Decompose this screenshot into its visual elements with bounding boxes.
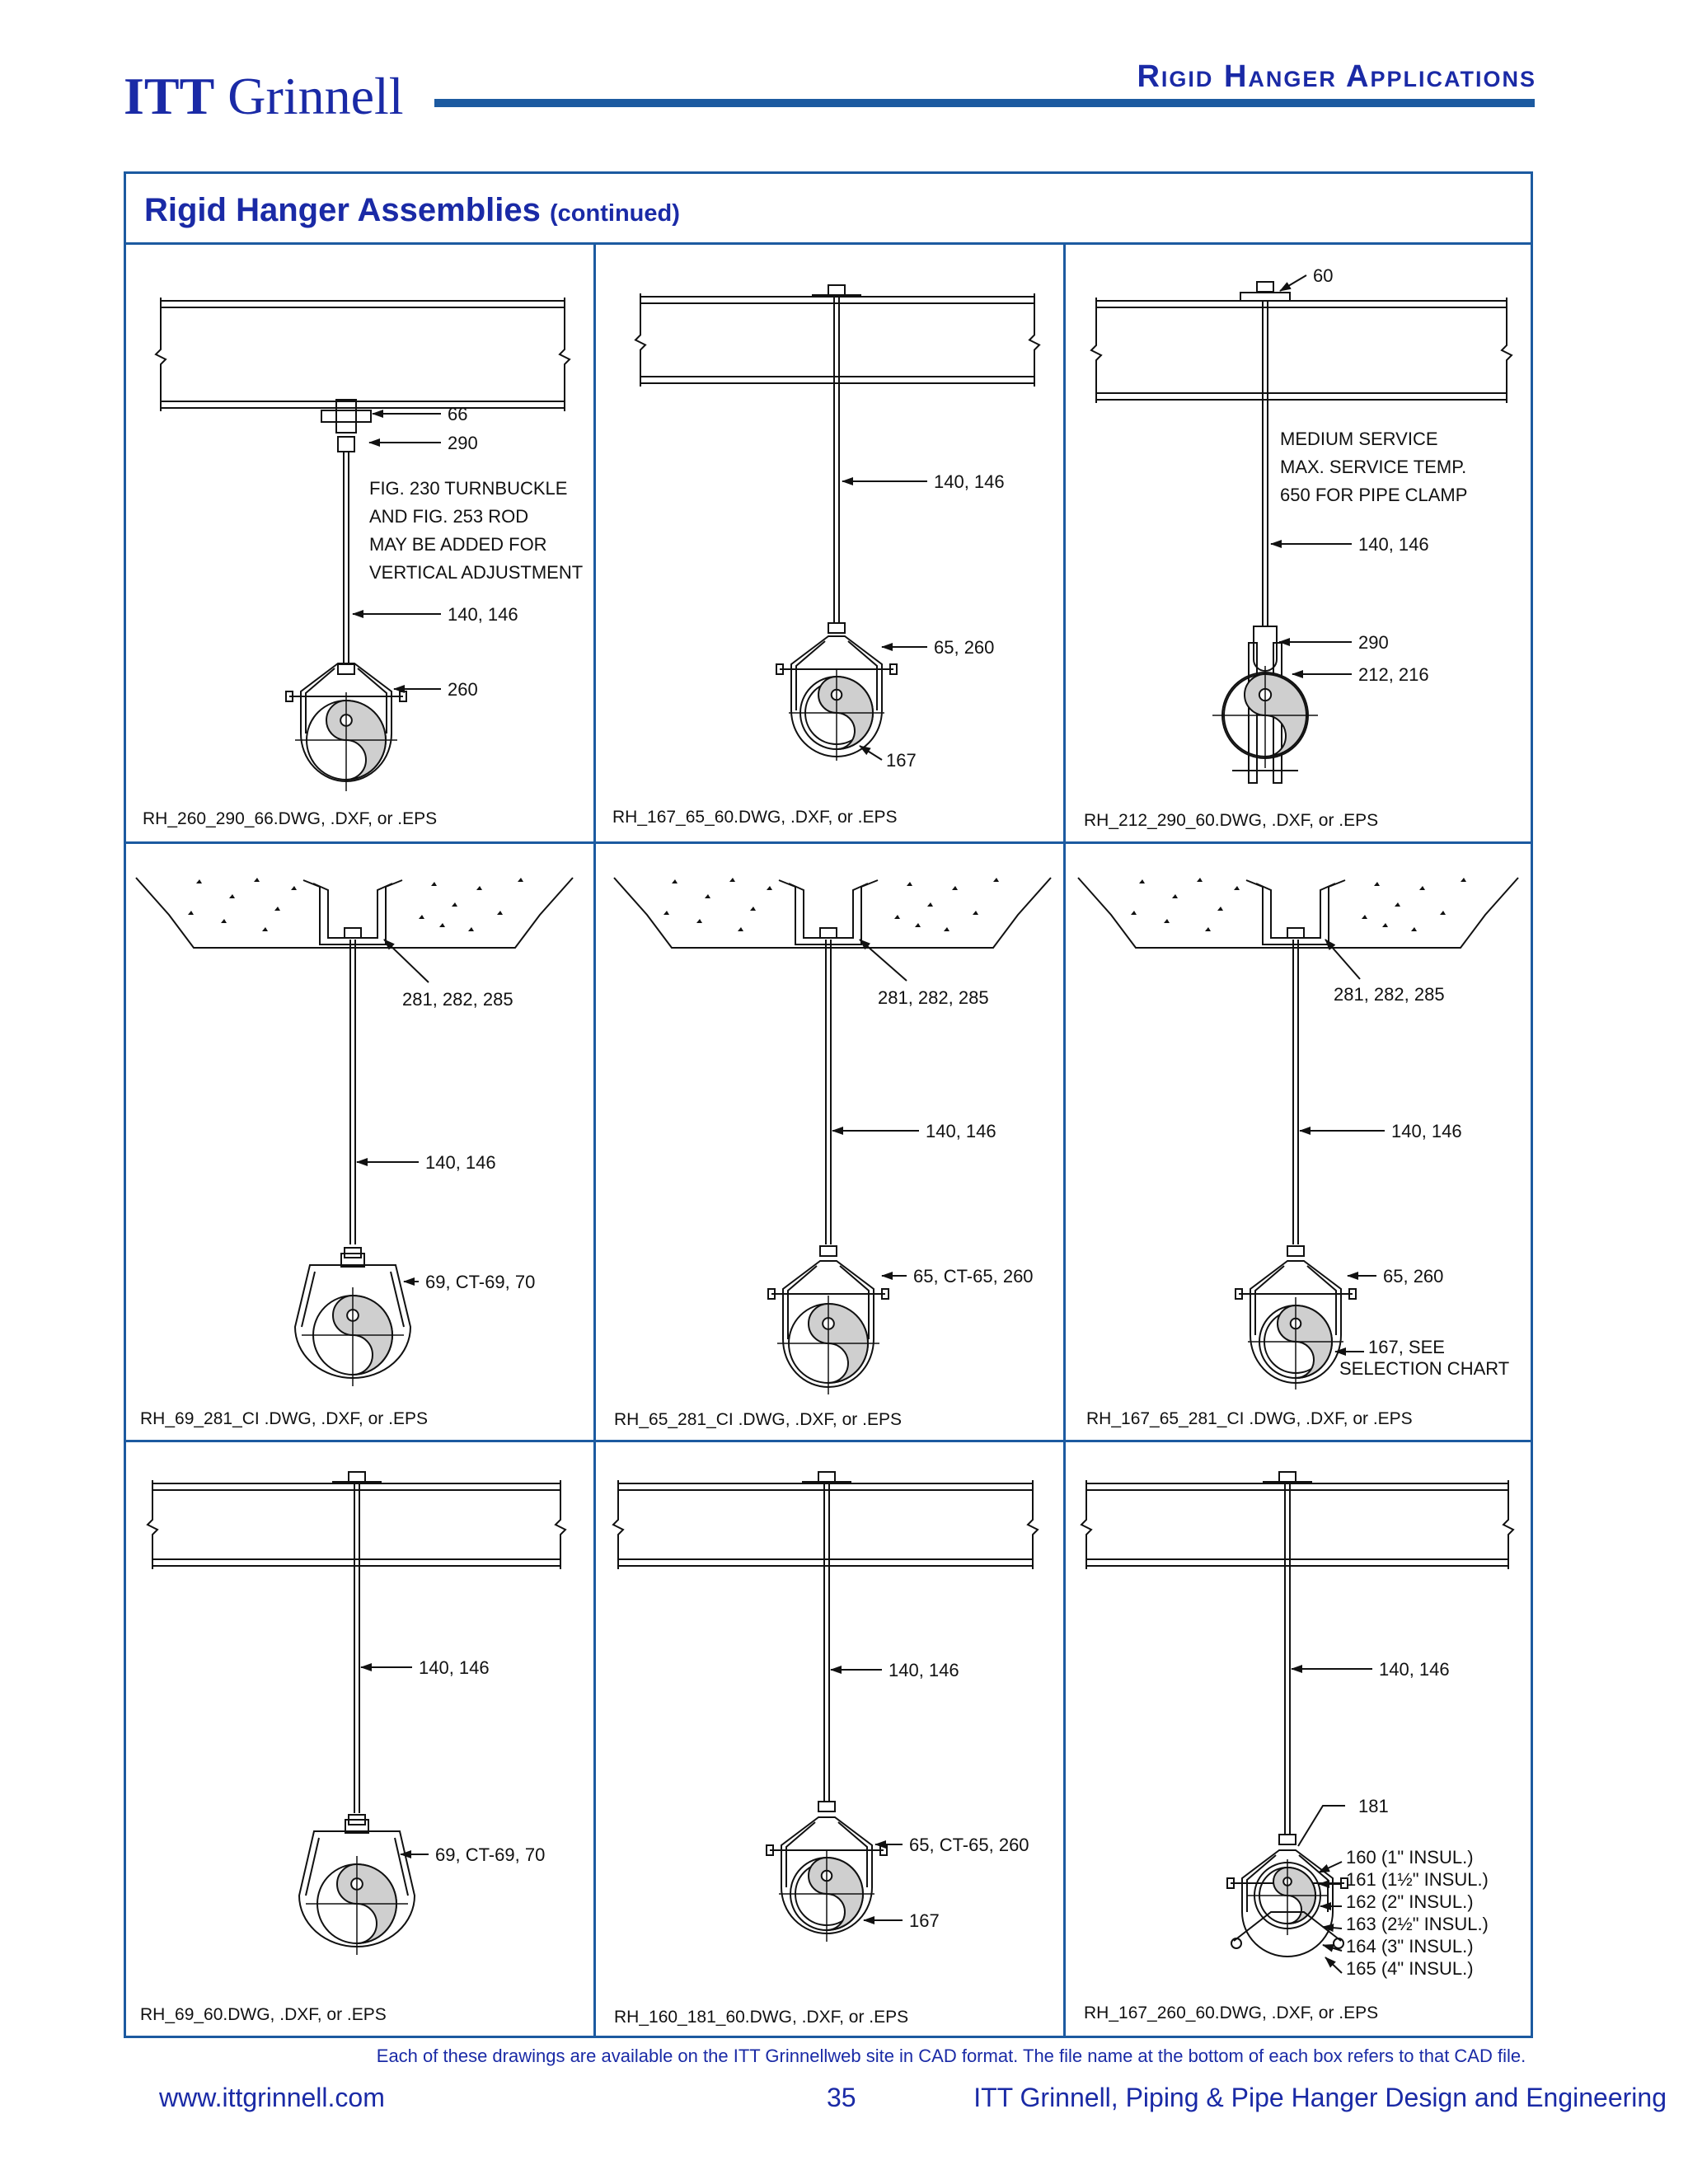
i-beam <box>156 298 570 411</box>
pipe-section <box>306 1856 408 1955</box>
hanger-rod <box>354 1482 359 1813</box>
callout-label: 65, CT-65, 260 <box>913 1266 1034 1286</box>
pipe-section <box>789 668 884 761</box>
beam-clamp-jaw <box>336 400 356 433</box>
pipe-section <box>302 1287 404 1386</box>
leader-line <box>1298 1806 1345 1846</box>
section-title: Rigid Hanger Applications <box>1137 59 1536 94</box>
i-beam <box>1091 298 1512 403</box>
welded-beam-attachment <box>1240 293 1290 301</box>
callout-label: 69, CT-69, 70 <box>425 1272 536 1292</box>
leader-arrow <box>1325 940 1360 979</box>
hex-nut <box>820 1246 837 1256</box>
cad-file-name: RH_167_260_60.DWG, .DXF, or .EPS <box>1084 2004 1379 2022</box>
callout-label: MEDIUM SERVICE <box>1280 429 1438 449</box>
i-beam <box>1081 1480 1513 1569</box>
callout-label: 167, SEE <box>1368 1337 1445 1357</box>
panel-4 <box>136 878 573 1428</box>
callout-label: 162 (2" INSUL.) <box>1346 1891 1474 1912</box>
hex-nut <box>1287 1246 1304 1256</box>
leader-arrow <box>1325 1957 1342 1973</box>
callout-label: 290 <box>448 433 478 453</box>
callout-label: AND FIG. 253 ROD <box>369 506 529 527</box>
hex-nut <box>1279 1835 1296 1844</box>
leader-arrow <box>860 746 882 760</box>
panel-6 <box>1078 878 1518 1428</box>
hanger-rod <box>826 940 831 1244</box>
callout-label: VERTICAL ADJUSTMENT <box>369 562 584 583</box>
hex-nut <box>1257 282 1273 292</box>
callout-label: 290 <box>1358 632 1389 653</box>
callout-label: 281, 282, 285 <box>878 987 989 1008</box>
hanger-rod <box>344 452 349 663</box>
hanger-rod <box>834 295 839 622</box>
cad-file-name: RH_167_65_60.DWG, .DXF, or .EPS <box>612 808 898 827</box>
callout-label: 65, 260 <box>934 637 995 658</box>
footer-url[interactable]: www.ittgrinnell.com <box>159 2083 385 2112</box>
callout-label: 167 <box>909 1910 940 1931</box>
box-title-suffix: (continued) <box>550 200 680 227</box>
cad-file-name: RH_167_65_281_CI .DWG, .DXF, or .EPS <box>1086 1409 1413 1428</box>
callout-label: 140, 146 <box>419 1657 490 1678</box>
callout-label: 167 <box>886 750 917 771</box>
panel-9 <box>1081 1472 1513 2022</box>
hex-nut <box>338 664 354 674</box>
hex-nut <box>820 928 837 938</box>
hex-nut <box>345 928 361 938</box>
i-beam <box>148 1480 565 1569</box>
callout-label: 140, 146 <box>448 604 518 625</box>
pipe-section <box>777 1296 879 1394</box>
callout-label: 281, 282, 285 <box>402 989 513 1010</box>
footer-title: ITT Grinnell, Piping & Pipe Hanger Design and Engineering <box>973 2083 1667 2112</box>
callout-label: FIG. 230 TURNBUCKLE <box>369 478 568 499</box>
callout-label: 181 <box>1358 1796 1389 1816</box>
callout-label: 140, 146 <box>1358 534 1429 555</box>
callout-label: 140, 146 <box>934 471 1005 492</box>
brand-itt: ITT <box>124 67 215 125</box>
pipe-section <box>295 692 397 791</box>
callout-label: SELECTION CHART <box>1339 1358 1510 1379</box>
pipe-section <box>1248 1297 1343 1390</box>
callout-label: 281, 282, 285 <box>1334 984 1445 1005</box>
pipe-section <box>1248 1859 1327 1935</box>
hex-nut <box>828 285 845 295</box>
callout-label: 60 <box>1313 265 1334 286</box>
page-number: 35 <box>827 2083 856 2112</box>
callout-label: 69, CT-69, 70 <box>435 1844 546 1865</box>
brand-grinnell: Grinnell <box>227 67 404 125</box>
panel-2 <box>612 285 1039 827</box>
callout-label: 65, CT-65, 260 <box>909 1835 1029 1855</box>
callout-label: 650 FOR PIPE CLAMP <box>1280 485 1468 505</box>
leader-arrow <box>1280 275 1306 291</box>
callout-label: 140, 146 <box>1379 1659 1450 1680</box>
panel-5 <box>614 878 1051 1429</box>
hex-nut <box>1287 928 1304 938</box>
callout-label: 140, 146 <box>926 1121 996 1141</box>
callout-label: MAX. SERVICE TEMP. <box>1280 457 1467 477</box>
leader-arrow <box>860 940 907 981</box>
cad-file-name: RH_160_181_60.DWG, .DXF, or .EPS <box>614 2008 909 2027</box>
leader-arrow <box>384 940 429 982</box>
callout-label: 165 (4" INSUL.) <box>1346 1958 1474 1979</box>
cad-file-name: RH_69_60.DWG, .DXF, or .EPS <box>140 2005 387 2024</box>
panel-1 <box>143 298 583 828</box>
hex-nut <box>818 1802 835 1811</box>
beam-clamp <box>321 410 371 422</box>
cad-note <box>0 2046 1688 2067</box>
panel-8 <box>613 1472 1038 2027</box>
callout-label: 212, 216 <box>1358 664 1429 685</box>
hanger-rod <box>824 1482 829 1801</box>
callout-label: 66 <box>448 404 468 424</box>
panel-3 <box>1084 265 1512 830</box>
panel-7 <box>140 1472 565 2024</box>
hanger-rod <box>1263 301 1268 626</box>
hex-nut <box>818 1472 835 1482</box>
hex-nut <box>349 1472 365 1482</box>
callout-label: 140, 146 <box>889 1660 959 1680</box>
hanger-rod <box>1293 940 1298 1244</box>
callout-label: MAY BE ADDED FOR <box>369 534 547 555</box>
callout-label: 140, 146 <box>1391 1121 1462 1141</box>
cad-file-name: RH_69_281_CI .DWG, .DXF, or .EPS <box>140 1409 428 1428</box>
box-title-text: Rigid Hanger Assemblies <box>144 192 541 228</box>
hanger-rod <box>350 940 355 1244</box>
pipe-section <box>779 1849 874 1942</box>
leader-arrow <box>1319 1862 1342 1872</box>
i-beam <box>635 293 1039 387</box>
weldless-eye-nut <box>338 437 354 452</box>
callout-label: 65, 260 <box>1383 1266 1444 1286</box>
cad-file-name: RH_212_290_60.DWG, .DXF, or .EPS <box>1084 811 1379 830</box>
i-beam <box>613 1480 1038 1569</box>
callout-label: 163 (2½" INSUL.) <box>1346 1914 1489 1934</box>
cad-file-name: RH_260_290_66.DWG, .DXF, or .EPS <box>143 809 438 828</box>
hex-nut <box>828 623 845 633</box>
hex-nut <box>1279 1472 1296 1482</box>
callout-label: 160 (1" INSUL.) <box>1346 1847 1474 1868</box>
callout-label: 260 <box>448 679 478 700</box>
pipe-section <box>1212 666 1318 768</box>
cad-file-name: RH_65_281_CI .DWG, .DXF, or .EPS <box>614 1410 902 1429</box>
callout-label: 161 (1½" INSUL.) <box>1346 1869 1489 1890</box>
callout-label: 164 (3" INSUL.) <box>1346 1936 1474 1957</box>
callout-label: 140, 146 <box>425 1152 496 1173</box>
hanger-rod <box>1285 1482 1290 1834</box>
cad-note-text: Each of these drawings are available on the ITT Grinnellweb site in CAD format. The file name at the bottom of each box refers to that CAD file. <box>376 2046 1526 2066</box>
